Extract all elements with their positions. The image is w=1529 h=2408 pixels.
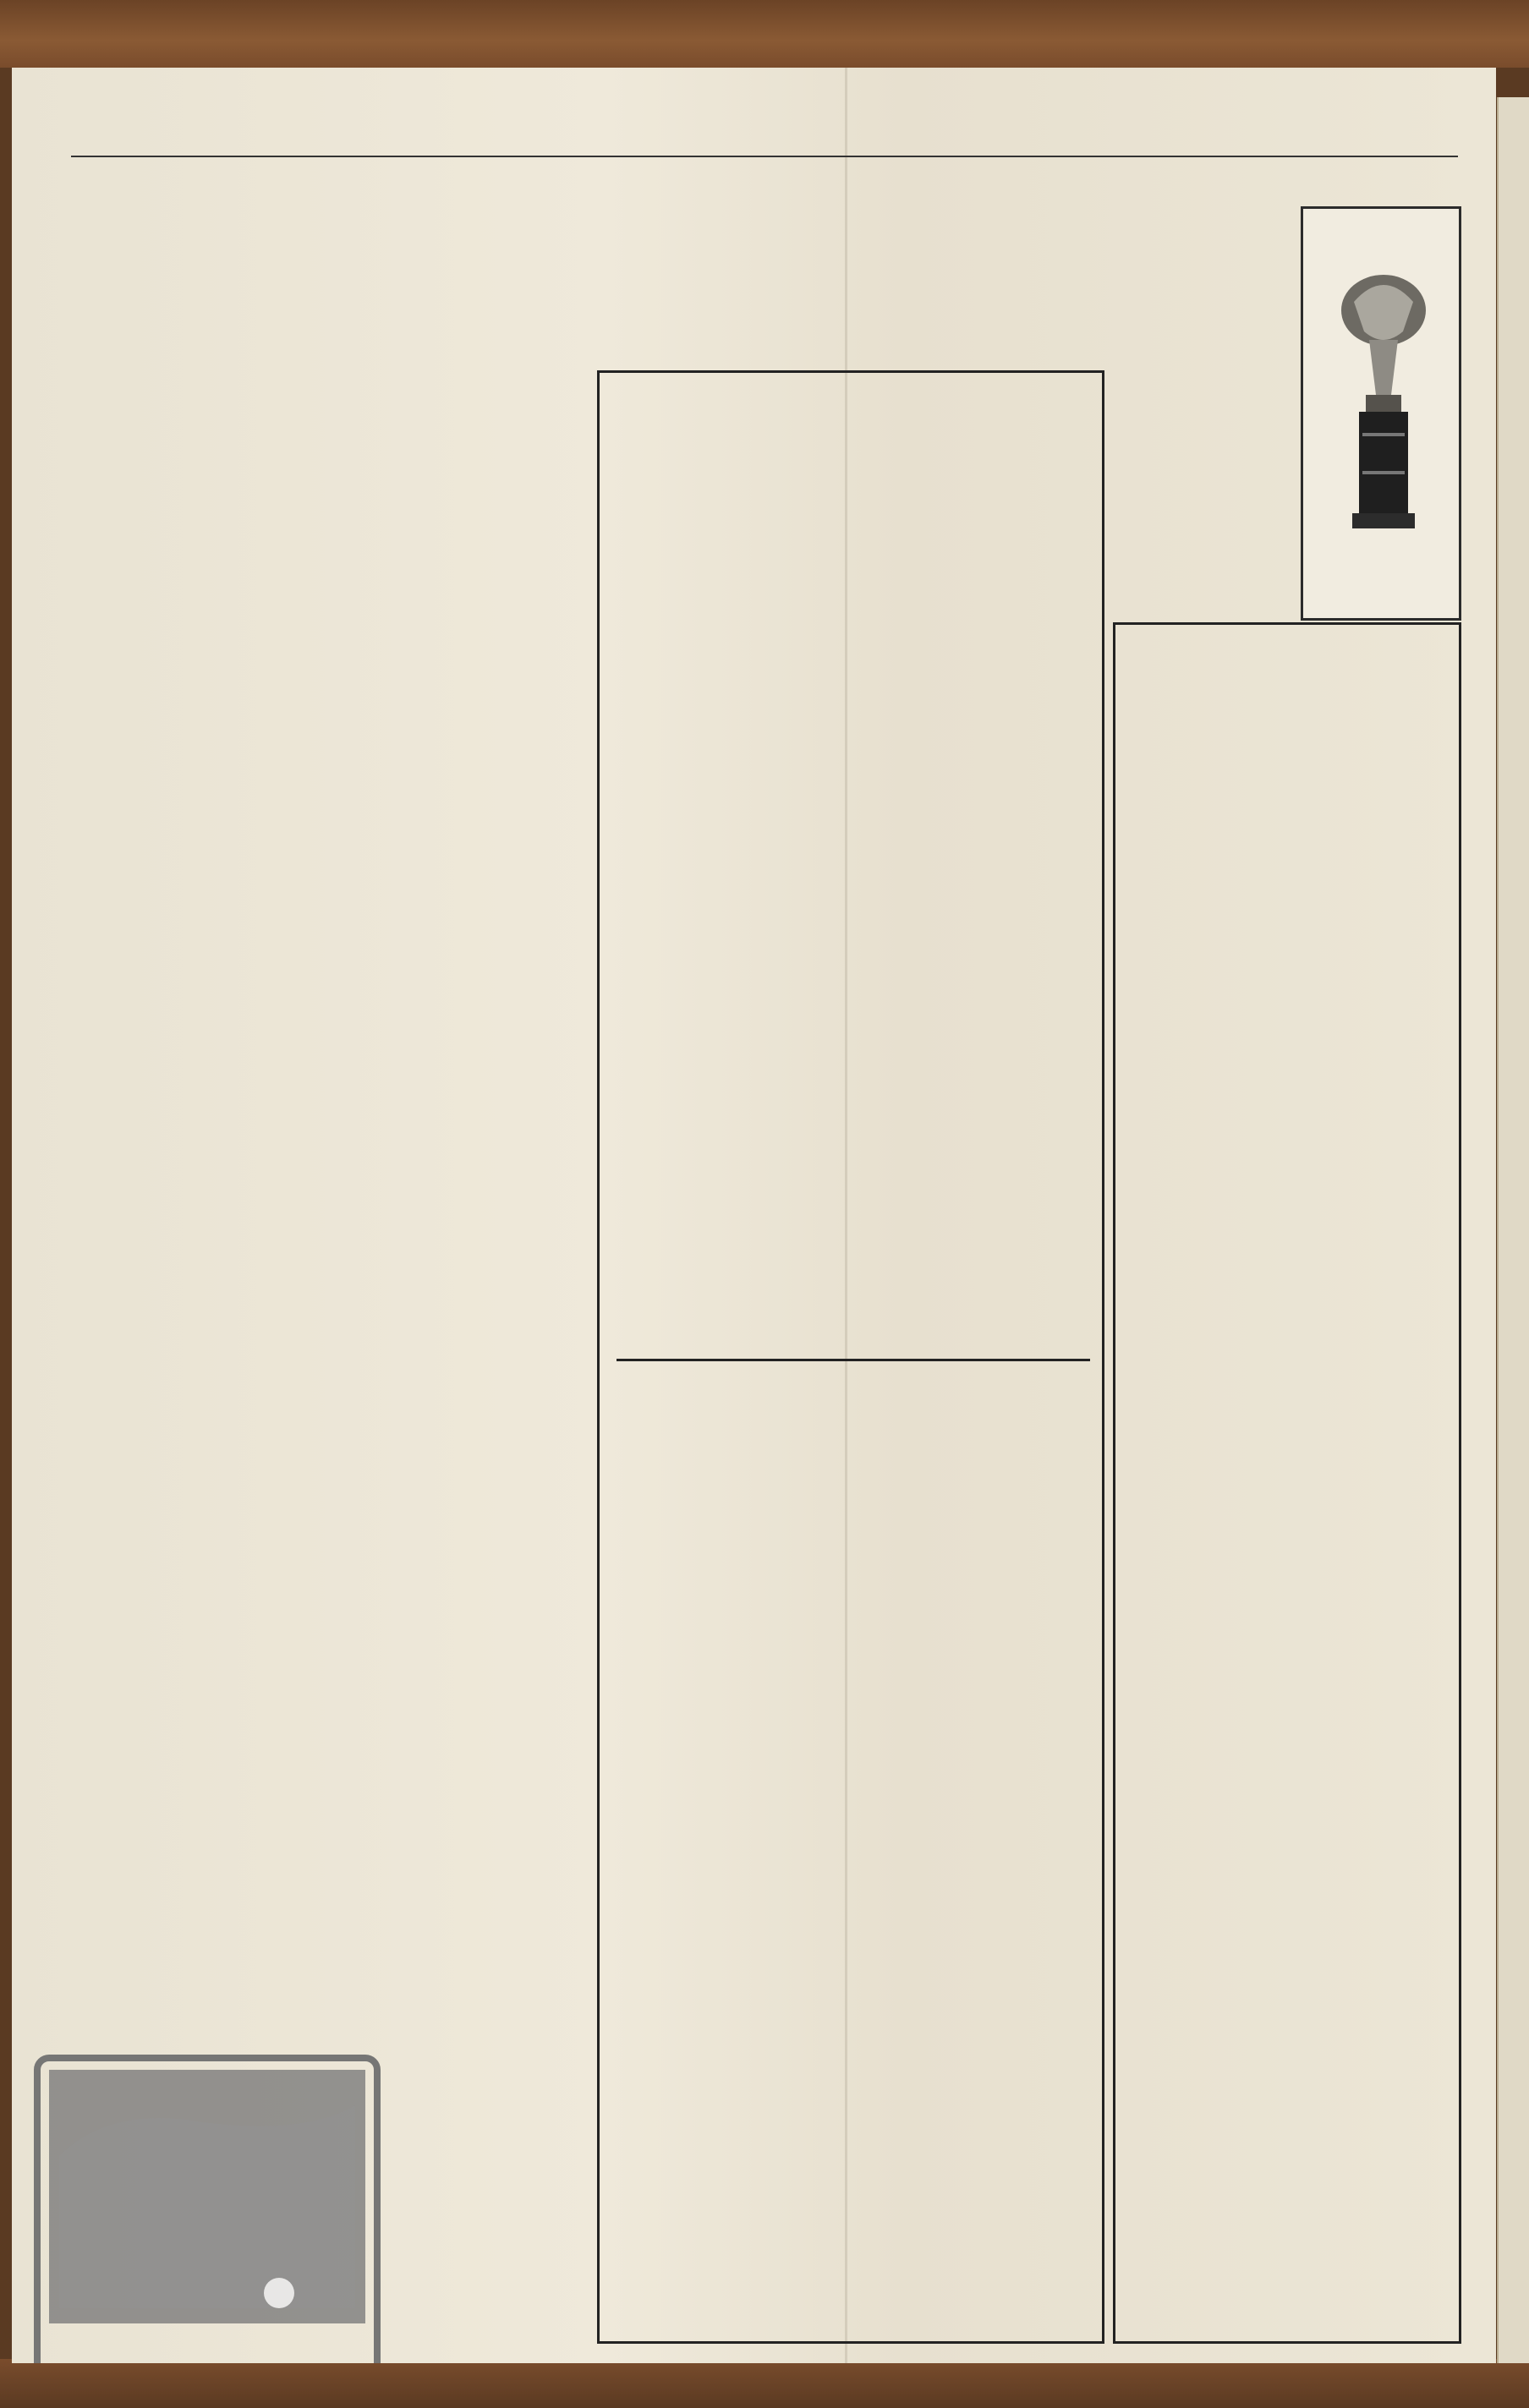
museu-esportivo-stamp (34, 2055, 381, 2363)
main-headline (76, 193, 1294, 320)
right-box (1113, 622, 1461, 2344)
center-separator (617, 1359, 1090, 1361)
wooden-surface-bottom (0, 2359, 1529, 2408)
newspaper-page (12, 68, 1496, 2363)
soccer-ball-icon (264, 2278, 294, 2308)
wooden-surface-top (0, 0, 1529, 68)
left-column (74, 355, 590, 367)
header-rule (71, 156, 1458, 157)
center-box (597, 370, 1104, 2344)
jules-rimet-trophy-icon (1335, 251, 1432, 539)
adjacent-page-edge (1497, 97, 1529, 2363)
trophy-photo (1301, 206, 1461, 621)
